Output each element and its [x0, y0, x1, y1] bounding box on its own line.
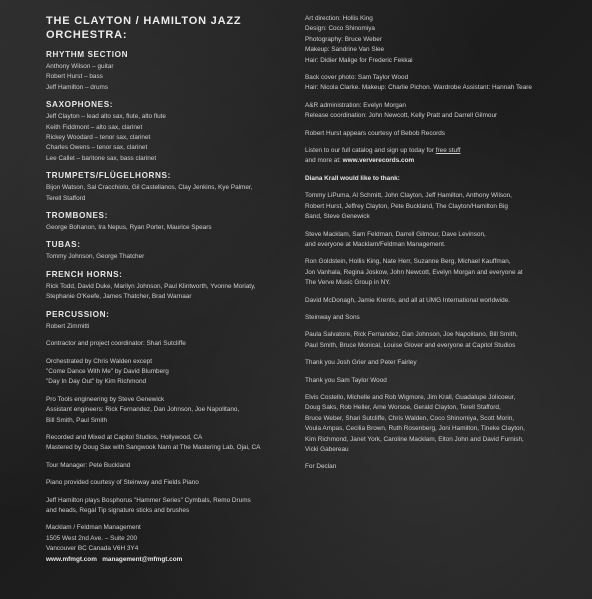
orchestra-title: [46, 14, 282, 42]
thanks-paragraph: [305, 257, 580, 288]
dedication: For Declan: [305, 463, 337, 471]
management-address: [46, 523, 282, 554]
credit-line: Rick Todd, David Duke, Marilyn Johnson, Paul Klintworth, Yvonne Moriaty,: [46, 282, 256, 290]
orchestration-credits: [46, 357, 282, 388]
bebob-credit: Robert Hurst appears courtesy of Bebob Records: [305, 129, 445, 137]
thanks-line: Band, Steve Genewick: [305, 213, 370, 221]
right-column: [305, 14, 580, 473]
thanks-line: Elvis Costello, Michelle and Rob Wigmore, Jim Krall, Guadalupe Jolicoeur,: [305, 393, 516, 401]
thanks-line: Vicki Gabereau: [305, 446, 349, 453]
thanks-line: Tommy LiPuma, Al Schmitt, John Clayton, Jeff Hamilton, Anthony Wilson,: [305, 192, 512, 200]
section-heading: TRUMPETS/FLÜGELHORNS:: [46, 171, 171, 181]
verve-promo: [305, 146, 580, 167]
orchestra-title-line-2: ORCHESTRA:: [46, 29, 128, 41]
thanks-line: Bruce Weber, Shari Sutcliffe, Chris Walden, Coco Shinomiya, Scott Morin,: [305, 414, 515, 422]
credit-line: Orchestrated by Chris Walden except: [46, 357, 152, 365]
thanks-line: Ron Goldstein, Hollis King, Nate Herr, Suzanne Berg, Michael Kauffman,: [305, 258, 511, 266]
engineering-credits: [46, 395, 282, 426]
thanks-line: Thank you Sam Taylor Wood: [305, 376, 387, 384]
credit-line: George Bohanon, Ira Nepus, Ryan Porter, Maurice Spears: [46, 224, 212, 232]
credit-line: Robert Hurst – bass: [46, 73, 103, 81]
credit-line: Jeff Hamilton plays Bosphorus "Hammer Series" Cymbals, Remo Drums: [46, 496, 251, 504]
credit-line: Hair: Didier Malige for Frederic Fekkai: [305, 56, 413, 64]
section-rhythm: [46, 50, 282, 93]
credit-line: Recorded and Mixed at Capitol Studios, Hollywood, CA: [46, 433, 203, 441]
tour-manager-credit: Tour Manager: Pete Buckland: [46, 461, 131, 469]
credit-line: Stephanie O'Keefe, James Thatcher, Brad Warnaar: [46, 293, 192, 301]
thanks-line: Robert Hurst, Jeffrey Clayton, Pete Buckland, The Clayton/Hamilton Big: [305, 202, 508, 210]
art-credits: [305, 14, 580, 66]
credit-line: Hair: Nicola Clarke. Makeup: Charlie Pichon. Wardrobe Assistant: Hannah Teare: [305, 84, 532, 92]
thanks-paragraph: [305, 191, 580, 222]
management-web-email: www.mfmgt.com management@mfmgt.com: [46, 555, 183, 563]
section-trombones: [46, 211, 282, 233]
thanks-paragraph: [305, 393, 580, 455]
orchestra-title-line-1: THE CLAYTON / HAMILTON JAZZ: [46, 15, 242, 27]
credit-line: Rickey Woodard – tenor sax, clarinet: [46, 134, 151, 142]
thanks-line: Thank you Josh Grier and Peter Fairley: [305, 359, 417, 367]
credit-line: Jeff Clayton – lead alto sax, flute, alto flute: [46, 113, 166, 121]
section-percussion: [46, 310, 282, 332]
credit-line: Terell Stafford: [46, 194, 86, 202]
contractor-credit: Contractor and project coordinator: Shari Sutcliffe: [46, 340, 186, 348]
left-column: [46, 14, 282, 565]
section-heading: TUBAS:: [46, 240, 81, 250]
thanks-line: Paul Smith, Bruce Monical, Louise Glover and everyone at Capitol Studios: [305, 341, 516, 349]
credit-line: "Day In Day Out" by Kim Richmond: [46, 378, 147, 386]
credit-line: Lee Callet – baritone sax, bass clarinet: [46, 154, 157, 162]
credit-line: "Come Dance With Me" by David Blumberg: [46, 367, 169, 375]
credit-line: Pro Tools engineering by Steve Genewick: [46, 395, 165, 403]
section-heading: RHYTHM SECTION: [46, 50, 129, 59]
credit-line: Anthony Wilson – guitar: [46, 63, 114, 70]
section-heading: PERCUSSION:: [46, 309, 110, 319]
back-cover-credits: [305, 73, 580, 94]
thanks-line: David McDonagh, Jamie Krents, and all at UMG International worldwide.: [305, 296, 510, 304]
section-heading: TROMBONES:: [46, 211, 108, 221]
free-stuff-link[interactable]: free stuff: [435, 147, 461, 155]
credit-line: Makeup: Sandrine Van Slee: [305, 46, 385, 54]
promo-text: and more at:: [305, 157, 343, 165]
thanks-line: Voula Ampas, Cecilia Brown, Ruth Rosenberg, Joni Hamilton, Tineke Clayton,: [305, 425, 525, 433]
credit-line: and heads, Regal Tip signature sticks and brushes: [46, 506, 190, 514]
credit-line: Release coordination: John Newcott, Kelly Pratt and Darrell Gilmour: [305, 112, 498, 120]
address-line: Vancouver BC Canada V6H 3Y4: [46, 545, 139, 553]
thanks-paragraph: [305, 230, 580, 251]
section-tubas: [46, 240, 282, 262]
credit-line: Design: Coco Shinomiya: [305, 25, 375, 33]
credit-line: Bijon Watson, Sal Cracchiolo, Gil Castellanos, Clay Jenkins, Kye Palmer,: [46, 184, 253, 192]
thanks-line: Kim Richmond, Janet York, Caroline Macklam, Elton John and David Furnish,: [305, 435, 524, 443]
thanks-line: Jon Vanhala, Regina Joskow, John Newcott, Evelyn Morgan and everyone at: [305, 268, 523, 276]
ar-credits: [305, 101, 580, 122]
thanks-line: and everyone at Macklam/Feldman Management.: [305, 240, 446, 248]
credit-line: Charles Owens – tenor sax, clarinet: [46, 144, 148, 152]
section-trumpets: [46, 171, 282, 204]
credit-line: Robert Zimmitti: [46, 322, 90, 330]
credit-line: Back cover photo: Sam Taylor Wood: [305, 74, 409, 82]
credit-line: Jeff Hamilton – drums: [46, 83, 109, 91]
thanks-paragraph: [305, 330, 580, 351]
thanks-heading: Diana Krall would like to thank:: [305, 174, 400, 182]
credit-line: Photography: Bruce Weber: [305, 35, 382, 43]
thanks-line: Doug Saks, Rob Heller, Arne Worsoe, Gerald Clayton, Terell Stafford,: [305, 404, 501, 412]
thanks-line: Paula Salvatore, Rick Fernandez, Dan Johnson, Joe Napolitano, Bill Smith,: [305, 331, 518, 339]
thanks-line: Steve Macklam, Sam Feldman, Darrell Gilmour, Dave Levinson,: [305, 230, 486, 238]
credit-line: Tommy Johnson, George Thatcher: [46, 253, 145, 261]
recording-credits: [46, 433, 282, 454]
section-french-horns: [46, 270, 282, 303]
promo-line: [305, 156, 580, 166]
section-heading: SAXOPHONES:: [46, 100, 114, 110]
credit-line: Bill Smith, Paul Smith: [46, 416, 108, 424]
address-line: Macklam / Feldman Management: [46, 524, 141, 532]
thanks-line: The Verve Music Group in NY.: [305, 279, 391, 287]
piano-credit: Piano provided courtesy of Steinway and Fields Piano: [46, 479, 199, 487]
credit-line: A&R administration: Evelyn Morgan: [305, 101, 406, 109]
promo-line: [305, 146, 580, 156]
credit-line: Mastered by Doug Sax with Sangwook Nam at The Mastering Lab, Ojai, CA: [46, 444, 261, 452]
cymbals-credit: [46, 496, 282, 517]
credit-line: Assistant engineers: Rick Fernandez, Dan Johnson, Joe Napolitano,: [46, 406, 240, 414]
address-line: 1505 West 2nd Ave. – Suite 200: [46, 534, 138, 542]
section-heading: FRENCH HORNS:: [46, 269, 123, 279]
thanks-line: Steinway and Sons: [305, 313, 360, 321]
credit-line: Art direction: Hollis King: [305, 15, 373, 22]
promo-text: Listen to our full catalog and sign up today for: [305, 147, 436, 155]
verve-url-link[interactable]: www.ververecords.com: [342, 157, 415, 165]
section-saxophones: [46, 100, 282, 164]
credit-line: Keith Fiddmont – alto sax, clarinet: [46, 123, 143, 131]
